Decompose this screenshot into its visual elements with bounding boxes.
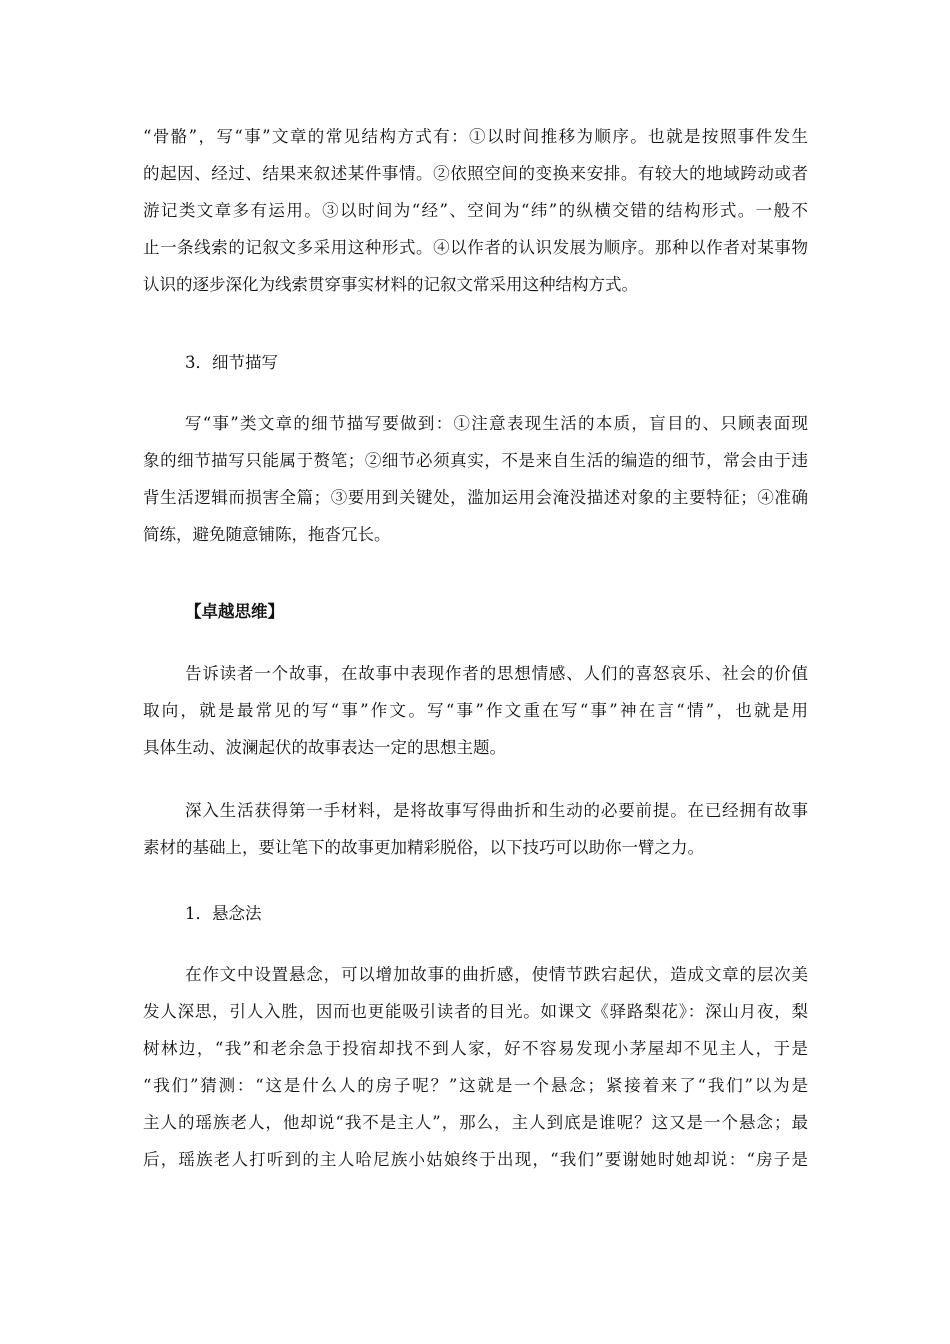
- text-line: 素材的基础上，要让笔下的故事更加精彩脱俗，以下技巧可以助你一臂之力。: [143, 838, 704, 857]
- text-line: 告诉读者一个故事，在故事中表现作者的思想情感、人们的喜怒哀乐、社会的价值: [185, 664, 808, 683]
- paragraph-suspense: [143, 956, 808, 1178]
- text-line: 后，瑶族老人打听到的主人哈尼族小姑娘终于出现，“我们”要谢她时她却说：“房子是: [143, 1150, 808, 1169]
- paragraph-intro: [143, 655, 808, 766]
- text-line: 具体生动、波澜起伏的故事表达一定的思想主题。: [143, 738, 506, 757]
- text-line: 深入生活获得第一手材料，是将故事写得曲折和生动的必要前提。在已经拥有故事: [185, 801, 808, 820]
- text-line: 发人深思，引人入胜，因而也更能吸引读者的目光。如课文《驿路梨花》：深山月夜，梨: [143, 1002, 808, 1021]
- text-line: 的起因、经过、结果来叙述某件事情。②依照空间的变换来安排。有较大的地域跨动或者: [143, 164, 808, 183]
- text-line: “我们”猜测：“这是什么人的房子呢？”这就是一个悬念；紧接着来了“我们”以为是: [143, 1076, 808, 1095]
- text-line: 象的细节描写只能属于赘笔；②细节必须真实，不是来自生活的编造的细节，常会由于违: [143, 451, 808, 470]
- paragraph-structure: [143, 118, 808, 303]
- text-line: 背生活逻辑而损害全篇；③要用到关键处，滥加运用会淹没描述对象的主要特征；④准确: [143, 488, 808, 507]
- text-line: “骨骼”，写“事”文章的常见结构方式有：①以时间推移为顺序。也就是按照事件发生: [143, 127, 808, 146]
- heading-suspense: 1．悬念法: [185, 904, 262, 923]
- text-line: 写“事”类文章的细节描写要做到：①注意表现生活的本质，盲目的、只顾表面现: [185, 414, 808, 433]
- text-line: 主人的瑶族老人，他却说“我不是主人”，那么，主人到底是谁呢？这又是一个悬念；最: [143, 1113, 808, 1132]
- paragraph-detail-description: [143, 405, 808, 553]
- paragraph-material: [143, 792, 808, 866]
- text-line: 树林边，“我”和老余急于投宿却找不到人家，好不容易发现小茅屋却不见主人，于是: [143, 1039, 808, 1058]
- text-line: 游记类文章多有运用。③以时间为“经”、空间为“纬”的纵横交错的结构形式。一般不: [143, 201, 808, 220]
- text-line: 取向，就是最常见的写“事”作文。写“事”作文重在写“事”神在言“情”，也就是用: [143, 701, 808, 720]
- text-line: 止一条线索的记叙文多采用这种形式。④以作者的认识发展为顺序。那种以作者对某事物: [143, 238, 808, 257]
- section-heading: 【卓越思维】: [185, 602, 284, 621]
- text-line: 简练，避免随意铺陈，拖沓冗长。: [143, 525, 391, 544]
- heading-detail-description: 3．细节描写: [185, 353, 278, 372]
- text-line: 在作文中设置悬念，可以增加故事的曲折感，使情节跌宕起伏，造成文章的层次美: [185, 965, 808, 984]
- text-line: 认识的逐步深化为线索贯穿事实材料的记叙文常采用这种结构方式。: [143, 275, 638, 294]
